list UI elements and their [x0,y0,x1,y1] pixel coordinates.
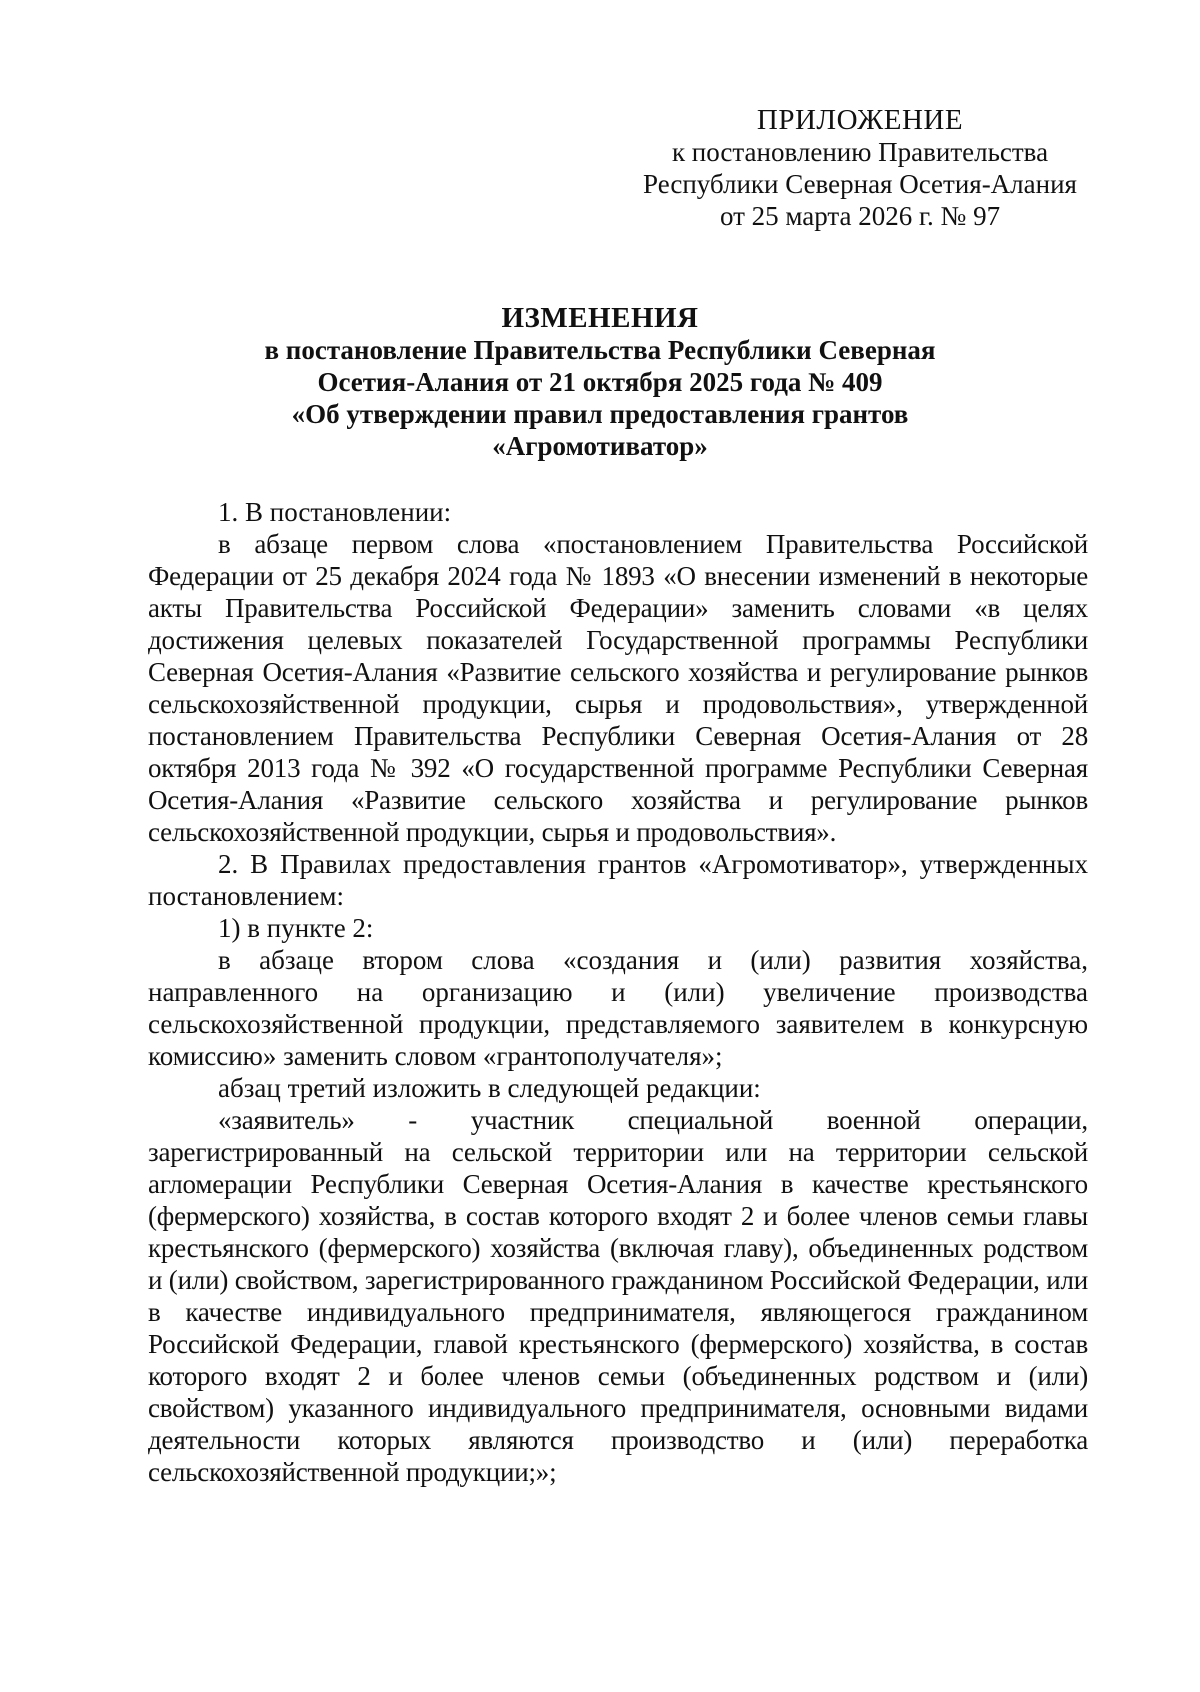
paragraph-3: 2. В Правилах предоставления грантов «Агромотиватор», утвержденных постановлением: [148,849,1088,911]
paragraph-6: абзац третий изложить в следующей редакции: [218,1073,761,1103]
appendix-heading: ПРИЛОЖЕНИЕ [756,104,964,136]
title-line-4: «Агромотиватор» [492,431,708,461]
document-body [148,496,1088,1488]
appendix-line-3: от 25 марта 2026 г. № 97 [719,201,1001,231]
paragraph-7: «заявитель» - участник специальной военной операции, зарегистрированный на сельской территории или на территории сельской агломерации Республики Северная Осетия-Алания в качестве крестьянского (фермерского) хозяйства, в состав которого входят 2 и более членов семьи главы крестьянского (фермерского) хозяйства (включая главу), объединенных родством и (или) свойством, зарегистрированного гражданином Российской Федерации, или в качестве индивидуального предпринимателя, являющегося гражданином Российской Федерации, главой крестьянского (фермерского) хозяйства, в состав которого входят 2 и более членов семьи (объединенных родством и (или) свойством) указанного индивидуального предпринимателя, основными видами деятельности которых являются производство и (или) переработка сельскохозяйственной продукции;»; [148,1105,1088,1487]
title-line-2: Осетия-Алания от 21 октября 2025 года № 409 [317,367,883,397]
paragraph-4: 1) в пункте 2: [218,913,374,943]
paragraph-2: в абзаце первом слова «постановлением Правительства Российской Федерации от 25 декабря 2024 года № 1893 «О внесении изменений в некоторые акты Правительства Российской Федерации» заменить словами «в целях достижения целевых показателей Государственной программы Республики Северная Осетия-Алания «Развитие сельского хозяйства и регулирование рынков сельскохозяйственной продукции, сырья и продовольствия», утвержденной постановлением Правительства Республики Северная Осетия-Алания от 28 октября 2013 года № 392 «О государственной программе Республики Северная Осетия-Алания «Развитие сельского хозяйства и регулирование рынков сельскохозяйственной продукции, сырья и продовольствия». [148,529,1088,847]
title-line-1: в постановление Правительства Республики Северная [264,335,936,365]
appendix-line-1: к постановлению Правительства [671,137,1049,167]
document-title [160,302,1040,462]
appendix-header [600,104,1120,232]
paragraph-1: 1. В постановлении: [218,497,452,527]
title-main: ИЗМЕНЕНИЯ [501,302,699,334]
title-line-3: «Об утверждении правил предоставления грантов [291,399,909,429]
paragraph-5: в абзаце втором слова «создания и (или) развития хозяйства, направленного на организацию и (или) увеличение производства сельскохозяйственной продукции, представляемого заявителем в конкурсную комиссию» заменить словом «грантополучателя»; [148,945,1088,1071]
appendix-line-2: Республики Северная Осетия-Алания [643,169,1077,199]
